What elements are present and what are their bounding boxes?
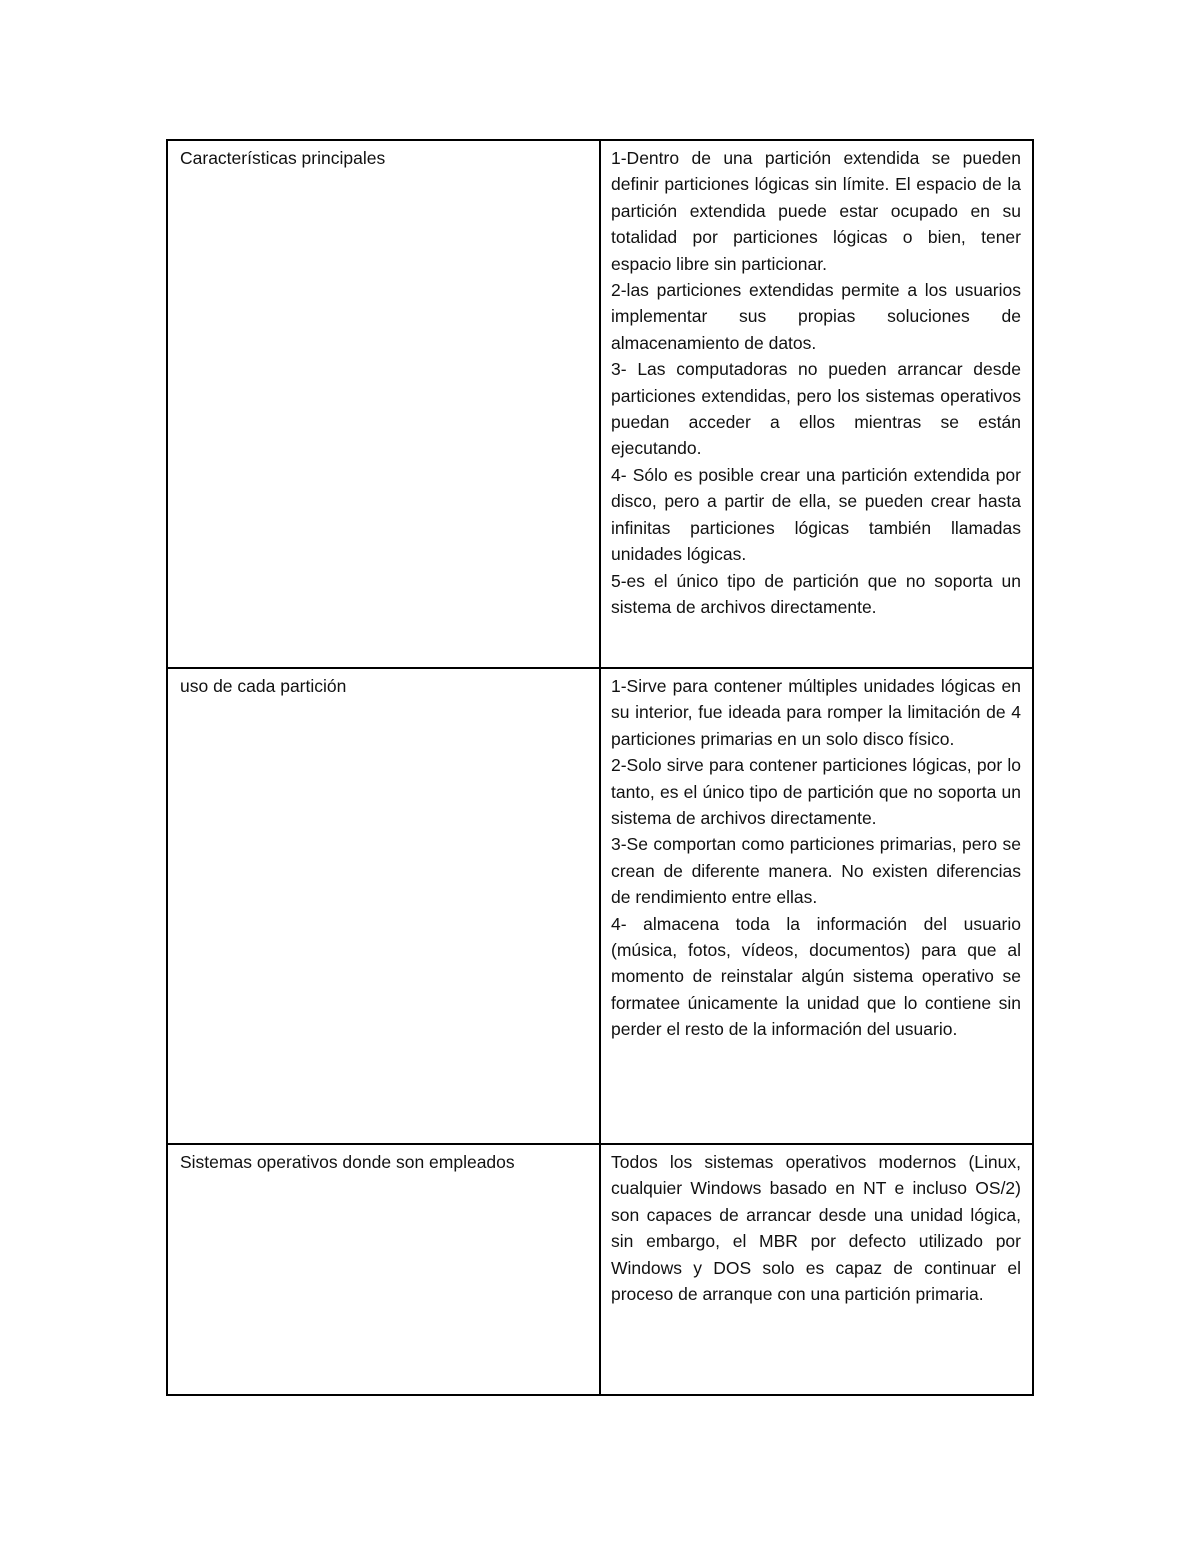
table-row <box>167 1144 1033 1395</box>
table-row <box>167 140 1033 668</box>
row-label: uso de cada partición <box>180 676 347 696</box>
row-label-cell <box>167 668 600 1144</box>
partition-table <box>166 139 1034 1396</box>
paragraph: 2-Solo sirve para contener particiones lógicas, por lo tanto, es el único tipo de partición que no soporta un sistema de archivos directamente. <box>611 755 1021 829</box>
paragraph: 4- almacena toda la información del usuario (música, fotos, vídeos, documentos) para que al momento de reinstalar algún sistema operativo se formatee únicamente la unidad que lo contiene sin perder el resto de la información del usuario. <box>611 913 1021 1040</box>
table-row <box>167 668 1033 1144</box>
paragraph: 3-Se comportan como particiones primarias, pero se crean de diferente manera. No existen diferencias de rendimiento entre ellas. <box>611 834 1021 908</box>
row-label: Sistemas operativos donde son empleados <box>180 1152 515 1172</box>
row-content-cell <box>600 668 1033 1144</box>
row-label-cell <box>167 1144 600 1395</box>
row-content-cell <box>600 1144 1033 1395</box>
paragraph: 1-Dentro de una partición extendida se pueden definir particiones lógicas sin límite. El espacio de la partición extendida puede estar ocupado en su totalidad por particiones lógicas o bien, tener espacio libre sin particionar. <box>611 148 1021 274</box>
row-content-cell <box>600 140 1033 668</box>
paragraph: 5-es el único tipo de partición que no soporta un sistema de archivos directamente. <box>611 570 1021 617</box>
paragraph: Todos los sistemas operativos modernos (Linux, cualquier Windows basado en NT e incluso OS/2) son capaces de arrancar desde una unidad lógica, sin embargo, el MBR por defecto utilizado por Windows y DOS solo es capaz de continuar el proceso de arranque con una partición primaria. <box>611 1152 1021 1305</box>
paragraph: 2-las particiones extendidas permite a los usuarios implementar sus propias soluciones de almacenamiento de datos. <box>611 280 1021 353</box>
paragraph: 3- Las computadoras no pueden arrancar desde particiones extendidas, pero los sistemas operativos puedan acceder a ellos mientras se están ejecutando. <box>611 359 1021 459</box>
paragraph: 1-Sirve para contener múltiples unidades lógicas en su interior, fue ideada para romper la limitación de 4 particiones primarias en un solo disco físico. <box>611 676 1021 749</box>
row-label-cell <box>167 140 600 668</box>
row-label: Características principales <box>180 148 386 168</box>
paragraph: 4- Sólo es posible crear una partición extendida por disco, pero a partir de ella, se pueden crear hasta infinitas particiones lógicas también llamadas unidades lógicas. <box>611 464 1021 565</box>
